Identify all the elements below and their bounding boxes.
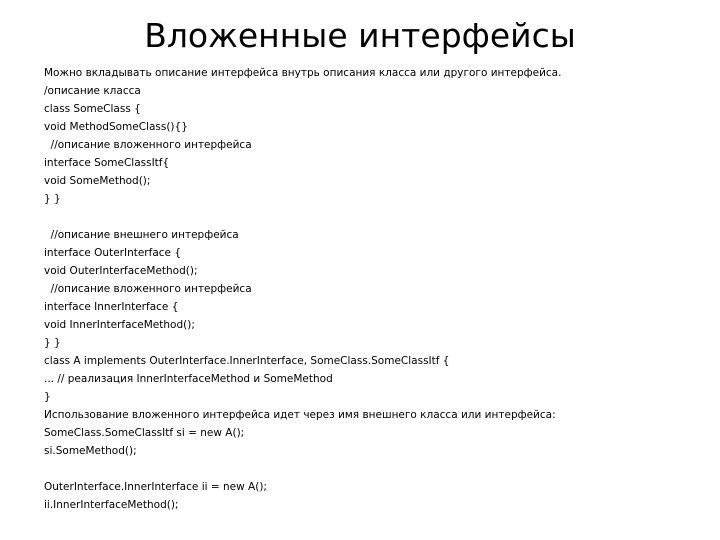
slide-title: Вложенные интерфейсы — [144, 16, 576, 55]
code-line: void InnerInterfaceMethod(); — [44, 319, 195, 331]
code-line: } — [44, 391, 51, 403]
code-line: OuterInterface.InnerInterface ii = new A(); — [44, 481, 267, 493]
code-line: class SomeClass { — [44, 103, 141, 115]
code-line: interface OuterInterface { — [44, 247, 182, 259]
code-line: } } — [44, 337, 61, 349]
code-line: class A implements OuterInterface.InnerInterface, SomeClass.SomeClassItf { — [44, 355, 450, 367]
text-line: Можно вкладывать описание интерфейса внутрь описания класса или другого интерфейса. — [44, 67, 562, 79]
code-line: void OuterInterfaceMethod(); — [44, 265, 198, 277]
blank-line — [44, 208, 704, 226]
code-line: ... // реализация InnerInterfaceMethod и SomeMethod — [44, 373, 333, 385]
code-line: ii.InnerInterfaceMethod(); — [44, 499, 179, 511]
code-comment-line: //описание вложенного интерфейса — [44, 139, 252, 151]
code-comment-line: //описание внешнего интерфейса — [44, 229, 239, 241]
code-line: interface InnerInterface { — [44, 301, 179, 313]
blank-line — [44, 460, 704, 478]
text-line: /описание класса — [44, 85, 141, 97]
slide-body — [44, 64, 704, 514]
code-line: si.SomeMethod(); — [44, 445, 137, 457]
code-line: SomeClass.SomeClassItf si = new A(); — [44, 427, 245, 439]
code-line: void MethodSomeClass(){} — [44, 121, 188, 133]
text-line: Использование вложенного интерфейса идет через имя внешнего класса или интерфейса: — [44, 409, 556, 421]
code-comment-line: //описание вложенного интерфейса — [44, 283, 252, 295]
code-line: void SomeMethod(); — [44, 175, 151, 187]
code-line: interface SomeClassItf{ — [44, 157, 170, 169]
code-line: } } — [44, 193, 61, 205]
